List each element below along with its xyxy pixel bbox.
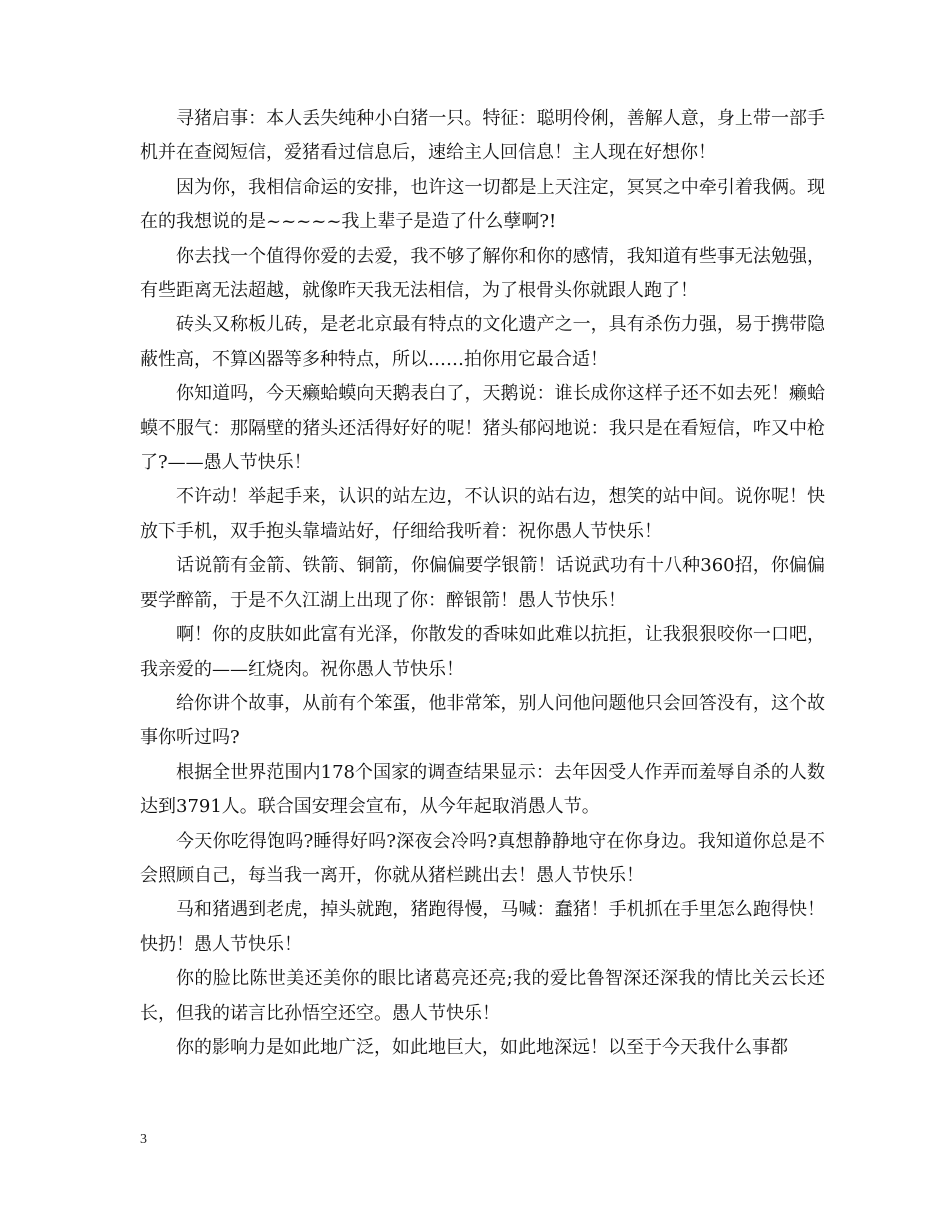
paragraph: 你的脸比陈世美还美你的眼比诸葛亮还亮;我的爱比鲁智深还深我的情比关云长还长，但我的诺言比孙悟空还空。愚人节快乐！ [140, 968, 825, 1024]
paragraph: 因为你，我相信命运的安排，也许这一切都是上天注定，冥冥之中牵引着我俩。现在的我想说的是~~~~~我上辈子是造了什么孽啊?! [140, 176, 825, 233]
paragraph: 今天你吃得饱吗?睡得好吗?深夜会冷吗?真想静静地守在你身边。我知道你总是不会照顾自己，每当我一离开，你就从猪栏跳出去！愚人节快乐！ [140, 830, 825, 886]
paragraph: 砖头又称板儿砖，是老北京最有特点的文化遗产之一，具有杀伤力强，易于携带隐蔽性高，不算凶器等多种特点，所以……拍你用它最合适！ [140, 314, 825, 370]
paragraph: 不许动！举起手来，认识的站左边，不认识的站右边，想笑的站中间。说你呢！快放下手机，双手抱头靠墙站好，仔细给我听着：祝你愚人节快乐！ [140, 486, 825, 542]
paragraph: 你的影响力是如此地广泛，如此地巨大，如此地深远！以至于今天我什么事都 [176, 1036, 788, 1058]
page-number: 3 [140, 1132, 147, 1147]
paragraph: 给你讲个故事，从前有个笨蛋，他非常笨，别人问他问题他只会回答没有，这个故事你听过吗? [140, 692, 825, 749]
paragraph: 话说箭有金箭、铁箭、铜箭，你偏偏要学银箭！话说武功有十八种360招，你偏偏要学醉箭，于是不久江湖上出现了你：醉银箭！愚人节快乐！ [140, 555, 825, 611]
paragraph: 根据全世界范围内178个国家的调查结果显示：去年因受人作弄而羞辱自杀的人数达到3791人。联合国安理会宣布，从今年起取消愚人节。 [140, 761, 825, 818]
paragraph: 寻猪启事：本人丢失纯种小白猪一只。特征：聪明伶俐，善解人意，身上带一部手机并在查阅短信，爱猪看过信息后，速给主人回信息！主人现在好想你！ [140, 108, 825, 164]
body-text [140, 102, 825, 1065]
paragraph: 你去找一个值得你爱的去爱，我不够了解你和你的感情，我知道有些事无法勉强，有些距离无法超越，就像昨天我无法相信，为了根骨头你就跟人跑了！ [140, 245, 825, 302]
paragraph: 你知道吗，今天癞蛤蟆向天鹅表白了，天鹅说：谁长成你这样子还不如去死！癞蛤蟆不服气：那隔壁的猪头还活得好好的呢！猪头郁闷地说：我只是在看短信，咋又中枪了?——愚人节快乐！ [140, 383, 825, 474]
paragraph: 啊！你的皮肤如此富有光泽，你散发的香味如此难以抗拒，让我狠狠咬你一口吧，我亲爱的——红烧肉。祝你愚人节快乐！ [140, 624, 825, 680]
paragraph: 马和猪遇到老虎，掉头就跑，猪跑得慢，马喊：蠢猪！手机抓在手里怎么跑得快！快扔！愚人节快乐！ [140, 899, 825, 955]
